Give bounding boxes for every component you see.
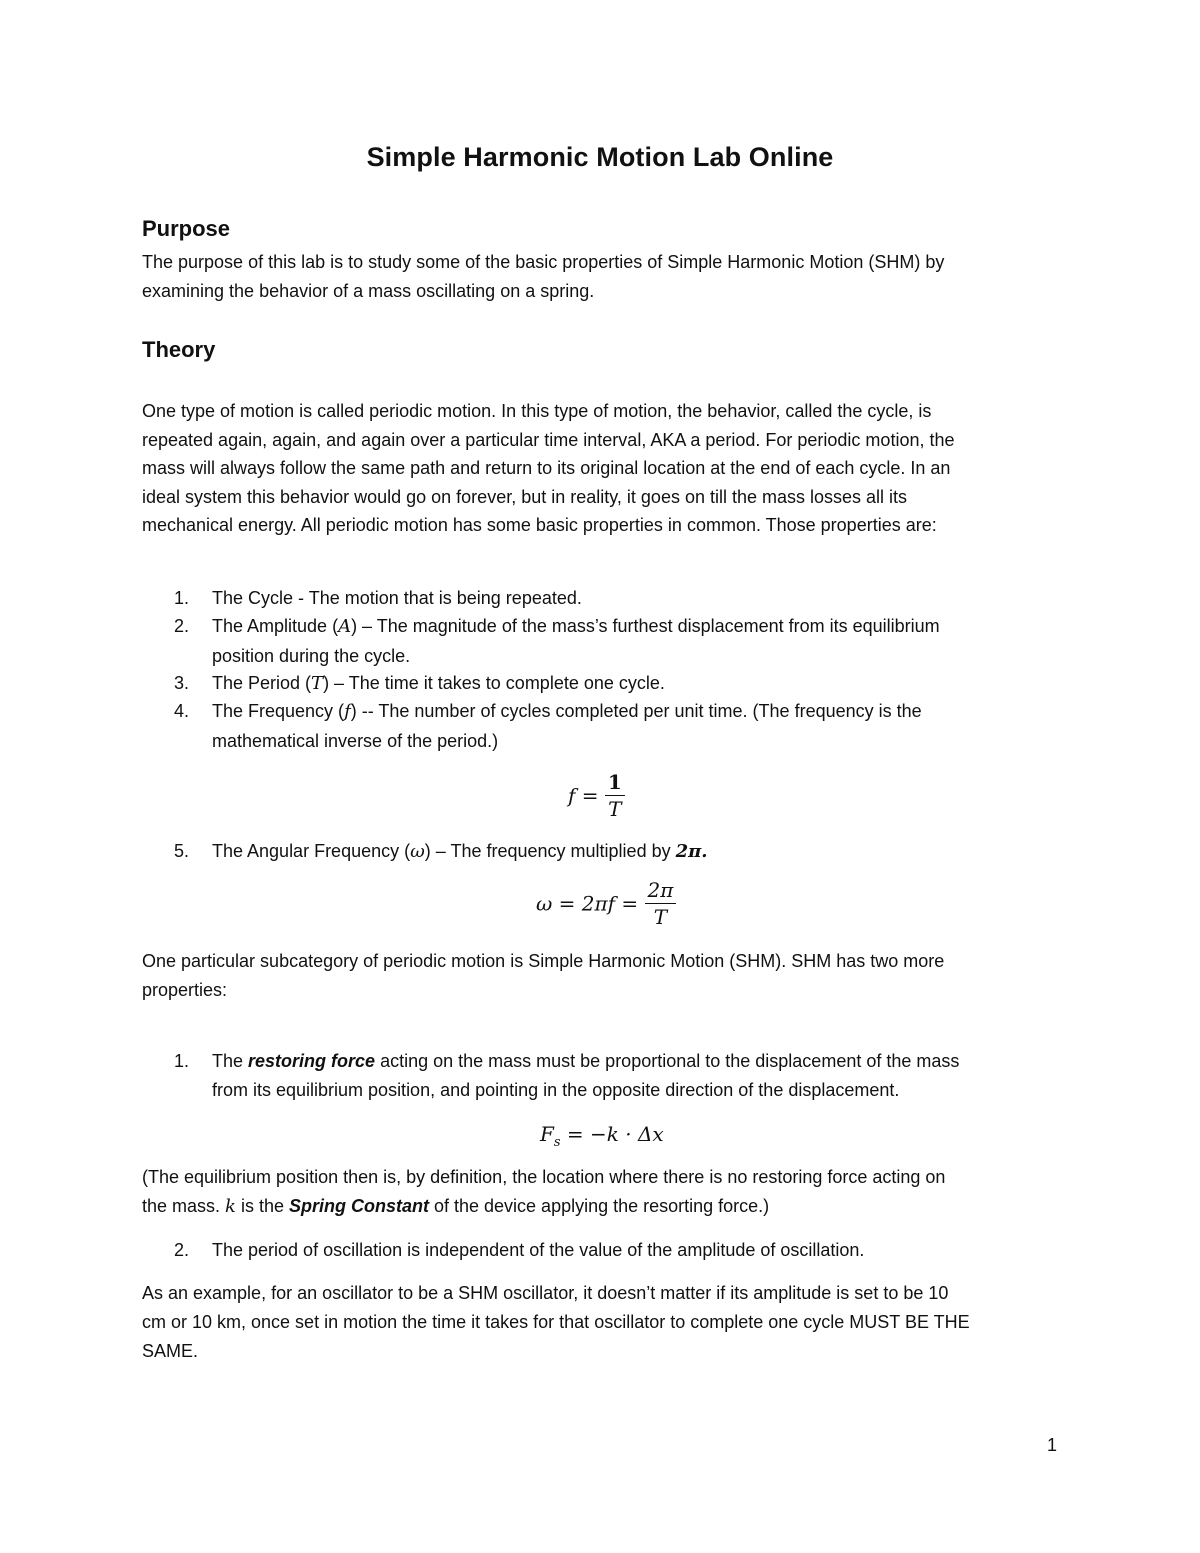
force-subscript: s (553, 1135, 561, 1150)
angular-frequency-fraction-denominator: T (653, 905, 668, 929)
equilibrium-note-line-2-mid: is the (235, 1195, 289, 1216)
property-4-pre: The Frequency ( (212, 701, 345, 721)
property-3-pre: The Period ( (212, 673, 312, 693)
angular-frequency-equation-lhs: ω = 2πf = (536, 891, 639, 916)
document-title: Simple Harmonic Motion Lab Online (366, 142, 834, 172)
purpose-paragraph (142, 248, 944, 305)
force-equation-rhs: = −k · Δx (560, 1122, 664, 1146)
property-3-post: ) – The time it takes to complete one cycle. (323, 673, 665, 693)
property-3-text (212, 669, 665, 699)
property-5-post: ) – The frequency multiplied by (424, 841, 676, 861)
period-symbol: T (311, 673, 324, 694)
frequency-fraction-numerator: 1 (605, 770, 625, 796)
property-4-continuation: mathematical inverse of the period.) (212, 730, 499, 751)
theory-heading: Theory (142, 337, 216, 362)
example-line-2: cm or 10 km, once set in motion the time it takes for that oscillator to complete one cycle MUST BE THE (142, 1312, 970, 1332)
spring-constant-symbol: k (225, 1195, 236, 1217)
property-2-text (212, 612, 940, 670)
frequency-fraction (605, 770, 625, 821)
example-paragraph (142, 1279, 970, 1366)
shm-property-1-number: 1. (174, 1051, 190, 1071)
frequency-equation (568, 770, 625, 821)
property-4-post: ) -- The number of cycles completed per unit time. (The frequency is the (350, 701, 922, 721)
theory-intro-line-4: ideal system this behavior would go on forever, but in reality, it goes on till the mass losses all its (142, 486, 908, 507)
shm-intro-paragraph (142, 947, 944, 1004)
shm-property-2-text: The period of oscillation is independent of the value of the amplitude of oscillation. (212, 1240, 865, 1260)
shm-property-1-text (212, 1047, 959, 1104)
property-2-post: ) – The magnitude of the mass’s furthest displacement from its equilibrium (351, 616, 940, 636)
shm-intro-line-2: properties: (142, 979, 228, 1000)
purpose-line-2: examining the behavior of a mass oscillating on a spring. (142, 280, 595, 301)
equilibrium-note-line-2-post: of the device applying the resorting force.) (428, 1195, 770, 1216)
restoring-force-equation (540, 1122, 664, 1150)
property-2-pre: The Amplitude ( (212, 616, 339, 636)
example-line-3: SAME. (142, 1341, 199, 1361)
purpose-heading: Purpose (142, 216, 231, 241)
theory-intro-paragraph (142, 397, 955, 540)
shm-intro-line-1: One particular subcategory of periodic motion is Simple Harmonic Motion (SHM). SHM has two more (142, 951, 945, 971)
spring-constant-term: Spring Constant (288, 1195, 429, 1216)
shm-property-1-post: acting on the mass must be proportional to the displacement of the mass (375, 1051, 960, 1071)
property-5-number: 5. (174, 841, 190, 861)
angular-frequency-fraction (645, 878, 677, 929)
force-symbol: F (540, 1122, 554, 1146)
theory-intro-line-5: mechanical energy. All periodic motion has some basic properties in common. Those properties are: (142, 515, 937, 535)
property-1-number: 1. (174, 588, 190, 608)
property-4-number: 4. (174, 701, 190, 721)
angular-frequency-fraction-numerator: 2π (645, 878, 677, 904)
angular-frequency-symbol: ω (410, 841, 425, 862)
restoring-force-term: restoring force (248, 1051, 376, 1071)
two-pi-text: 2π. (675, 841, 708, 862)
property-2-continuation: position during the cycle. (212, 645, 411, 666)
equilibrium-note-line-1: (The equilibrium position then is, by definition, the location where there is no restoring force acting on (142, 1167, 946, 1187)
property-2-number: 2. (174, 616, 190, 636)
property-5-pre: The Angular Frequency ( (212, 841, 411, 861)
equilibrium-note-paragraph (142, 1163, 945, 1221)
frequency-equation-lhs: f = (568, 783, 599, 808)
theory-intro-line-1: One type of motion is called periodic motion. In this type of motion, the behavior, called the cycle, is (142, 401, 932, 421)
property-4-text (212, 697, 922, 755)
property-3-number: 3. (174, 673, 190, 693)
property-1-text: The Cycle - The motion that is being repeated. (212, 588, 582, 608)
amplitude-symbol: A (338, 616, 352, 637)
theory-intro-line-2: repeated again, again, and again over a particular time interval, AKA a period. For periodic motion, the (142, 429, 955, 450)
property-5-text (212, 837, 708, 867)
shm-property-2-number: 2. (174, 1240, 190, 1260)
shm-property-1-pre: The (212, 1051, 249, 1071)
page-number: 1 (1046, 1435, 1057, 1455)
angular-frequency-equation (536, 878, 676, 929)
shm-property-1-continuation: from its equilibrium position, and pointing in the opposite direction of the displacement. (212, 1079, 900, 1100)
frequency-symbol: f (344, 701, 351, 722)
equilibrium-note-line-2-pre: the mass. (142, 1195, 226, 1216)
purpose-line-1: The purpose of this lab is to study some of the basic properties of Simple Harmonic Motion (SHM) by (142, 252, 945, 272)
example-line-1: As an example, for an oscillator to be a SHM oscillator, it doesn’t matter if its amplitude is set to be 10 (142, 1283, 949, 1303)
frequency-fraction-denominator: T (608, 797, 622, 821)
theory-intro-line-3: mass will always follow the same path and return to its original location at the end of each cycle. In an (142, 458, 951, 478)
